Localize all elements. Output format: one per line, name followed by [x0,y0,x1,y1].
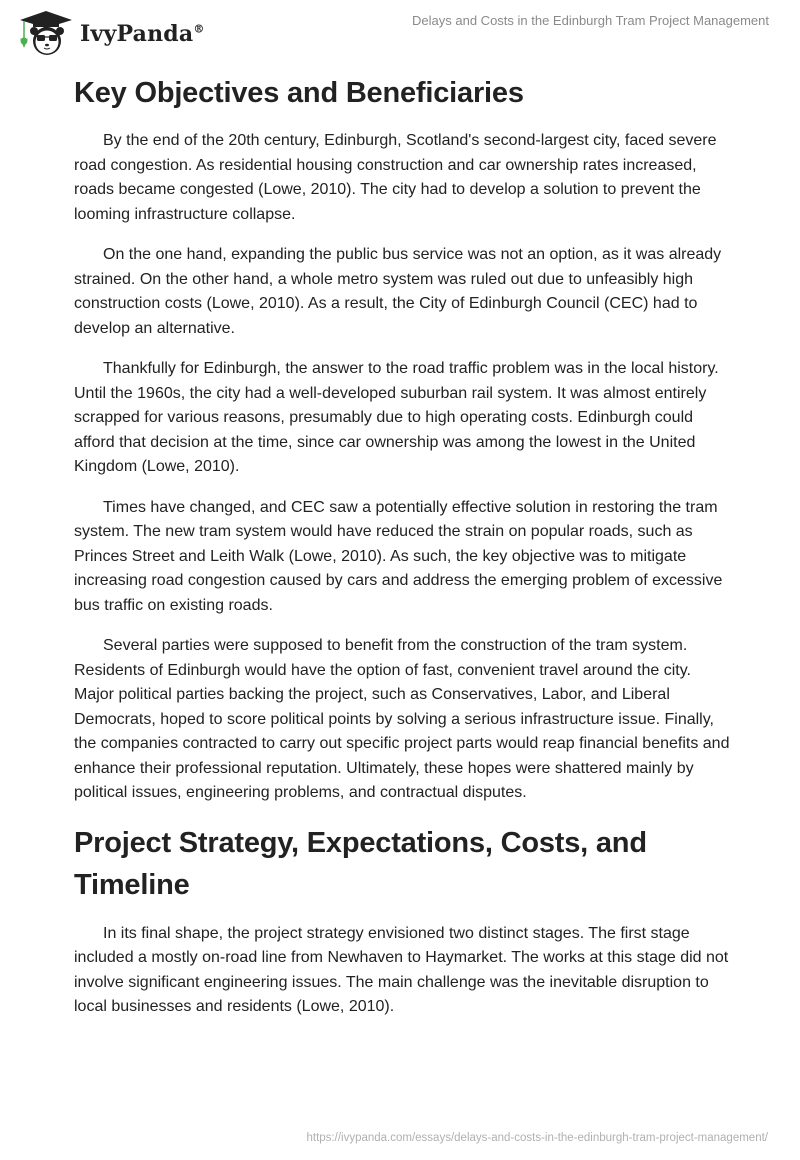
section-heading: Key Objectives and Beneficiaries [74,77,524,109]
article-body [74,70,734,1036]
panda-graduate-icon [16,8,74,56]
source-url-link[interactable]: https://ivypanda.com/essays/delays-and-costs-in-the-edinburgh-tram-project-management/ [306,1132,768,1144]
page-header [0,0,800,60]
document-title: Delays and Costs in the Edinburgh Tram Project Management [412,13,769,28]
paragraph: By the end of the 20th century, Edinburgh, Scotland's second-largest city, faced severe road congestion. As residential housing construction and car ownership rates increased, roads became congested (Lowe, 2010). The city had to develop a solution to prevent the looming infrastructure collapse. [74,132,717,223]
section-heading: Project Strategy, Expectations, Costs, and Timeline [74,826,647,901]
paragraph: Times have changed, and CEC saw a potentially effective solution in restoring the tram system. The new tram system would have reduced the strain on popular roads, such as Princes Street and Leith Walk (Lowe, 2010). As such, the key objective was to mitigate increasing road congestion caused by cars and address the emerging problem of excessive bus traffic on existing roads. [74,498,723,614]
paragraph: On the one hand, expanding the public bus service was not an option, as it was already strained. On the other hand, a whole metro system was ruled out due to unfeasibly high construction costs (Lowe, 2010). As a result, the City of Edinburgh Council (CEC) had to develop an alternative. [74,246,722,337]
logo-text: IvyPanda® [80,21,205,47]
paragraph: In its final shape, the project strategy envisioned two distinct stages. The first stage included a mostly on-road line from Newhaven to Haymarket. The works at this stage did not involve significant engineering issues. The main challenge was the inevitable disruption to local businesses and residents (Lowe, 2010). [74,924,729,1015]
ivypanda-logo[interactable] [16,8,205,56]
paragraph: Several parties were supposed to benefit from the construction of the tram system. Residents of Edinburgh would have the option of fast, convenient travel around the city. Major political parties backing the project, such as Conservatives, Labor, and Liberal Democrats, hoped to score political points by solving a serious infrastructure issue. Finally, the companies contracted to carry out specific project parts would reap financial benefits and enhance their professional reputation. Ultimately, these hopes were shattered mainly by political issues, engineering problems, and contractual disputes. [74,637,730,801]
paragraph: Thankfully for Edinburgh, the answer to the road traffic problem was in the local history. Until the 1960s, the city had a well-developed suburban rail system. It was almost entirely scrapped for various reasons, presumably due to high operating costs. Edinburgh could afford that decision at the time, since car ownership was among the lowest in the United Kingdom (Lowe, 2010). [74,360,719,475]
registered-mark: ® [193,22,205,36]
